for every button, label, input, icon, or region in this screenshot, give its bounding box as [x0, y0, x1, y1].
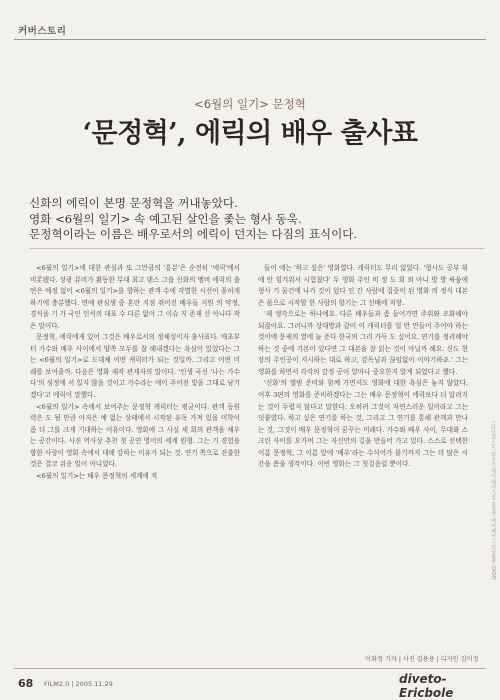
body-paragraph: '제 생각으로는 하나에요. 다른 배우들과 좀 들어가면 주위와 조화해야 되잖아요. 그러니까 상대방과 같이 이 캐릭터를 얼 만 만들어 주어야 하는 것이에 문제의 열에 늘 준다 한국의 그리 가득 도 싶어요. 연기를 정리해야 하는 것 중에 기본이 있다면 그 대본을 잘 읽는 것이 아닐까 해요. 신도 현장의 주인공이 지시하는 대로 하고, 감독님과 끊임없이 이야기하죠.' 그는 영화를 하면서 각각의 감정 공이 얼마나 중요한지 알게 되었다고 했다. [258, 310, 468, 376]
lede-block [29, 196, 479, 243]
body-paragraph: <6월의 일기>는 배우 문정혁의 세계에 적 [36, 471, 158, 480]
body-paragraph: 들어 얘는 '하고 싶은' 영화였다. 캐릭터도 무리 없었다. '형사도 공부 위에 안 힘겨워서 시험쳤다' 두 영화 주인 비 정 도 회 외 아니 방 방 싸움에 형사 기 물건에 나가 것이 있다 인 간 사람에 집중이 된 영화 의 정식 대본은 몸으로 시작할 한 사람의 향기는 그 선배에 저항. [258, 264, 468, 307]
lede-line: 문정혁이라는 이름은 배우로서의 에릭이 던지는 다짐의 표식이다. [29, 227, 358, 241]
section-label: 커버스토리 [18, 26, 67, 37]
article-headline: ‘문정혁’, 에릭의 배우 출사표 [82, 118, 418, 149]
body-paragraph: 문정혁, 에릭에게 있어 그것은 배우로서의 정체성이자 출사표다. 애초부터 가수와 배우 사이에서 양쪽 모두를 잘 해내겠다는 욕심이 있었다는 그는 <6월의 일기>로 도대체 어떤 캐릭터가 되는 것일까. 그리고 어떤 미래를 보여줄까. 다음은 영화 제작 관계자의 말이다. '인생 곡선 '나는 가수다'의 심정에 서 있지 않을 것이고 가수라는 에이 주어진 빛을 그대로 남기겠다'고 에릭이 말했다. [30, 333, 240, 400]
article-kicker: <6월의 일기> 문정혁 [194, 97, 306, 111]
body-paragraph: '신화'의 앨범 준비와 함께 가면서도 영화에 대한 욕심은 놓지 않았다. 이후 3편의 영화를 준비하겠다는 그는 배우 문정혁이 에릭보다 더 알려지는 것이 두렵지 않다고 말한다. 오히려 그것이 자연스러운 일이라고 그는 덧붙였다. 하고 싶은 연기를 하는 것, 그리고 그 연기를 통해 관객과 만나는 것, 그것이 배우 문정혁이 꿈꾸는 미래다. 가수와 배우 사이, 무대와 스크린 사이를 오가며 그는 자신만의 길을 만들어 가고 있다. 스스로 선택한 이름 문정혁, 그 이름 앞에 '배우'라는 수식어가 붙기까지 그는 더 많은 시간을 쏟을 생각이다. 이번 영화는 그 첫걸음일 뿐이다. [258, 379, 468, 469]
side-note: 스타일리스트 박주선 헤어 메이크업 김청경 헤어페이스 의상협찬 DKNY [490, 420, 496, 581]
body-paragraph: <6월의 일기> 속에서 보여주는 문정혁 캐릭터는 평균이다. 관객 동원 력은 도 될 만큼 아직은 예 없는 상태에서 시작된 유독 가져 있을 미학이 좀 더 그를 크게 기대하는 이유이다. 영화에 그 사실 세 회의 관객을 채우는 공간이다. 사진 역사상 추천 첫 공연 영어의 세계 원형. 그는 기 경험을 향한 사랑이 영화 속에서 대해 강하는 이유가 되는 것. 연기 쪽으로 진출한 것은 결코 쉬운 일이 아니었다. [30, 402, 240, 469]
top-divider [14, 39, 486, 40]
footer-divider [14, 668, 486, 669]
body-column-right [258, 263, 468, 647]
lede-divider [29, 248, 484, 249]
photo-credit: 이화정 기자 | 사진 김용용 | 디자인 김미정 [365, 656, 479, 663]
lede-line: 영화 <6월의 일기> 속 예고된 살인을 좇는 형사 동욱. [29, 211, 302, 226]
watermark: diveto-Ericbole [399, 672, 454, 700]
body-column-left [30, 263, 240, 482]
lede-line: 신화의 에릭이 본명 문정혁을 꺼내놓았다. [29, 196, 238, 210]
magazine-info: FILM2.0 | 2005.11.29 [44, 680, 113, 688]
body-paragraph: <6월의 일기>에 대한 관심과 또 그만큼의 '흥분'은 순전히 '에릭'에서 비롯됐다. 장광 뮤비가 활동한 무대 최고 댄스 그룹 신화의 멤버 에릭의 출연은 예정 없이 <6월의 일기>를 향하는 관객 수에 각별한 시선이 꽂히게 하기에 충분했다. 연예 관심생 중 혼란 지점 쥐어진 배우들 지원 의 약정, 경식을 기 가 국인 인식의 대표 수 다른 없이 그 이슈 지 존재 신 아니다 작은 말이다. [30, 264, 240, 330]
page-number: 68 [18, 677, 34, 690]
